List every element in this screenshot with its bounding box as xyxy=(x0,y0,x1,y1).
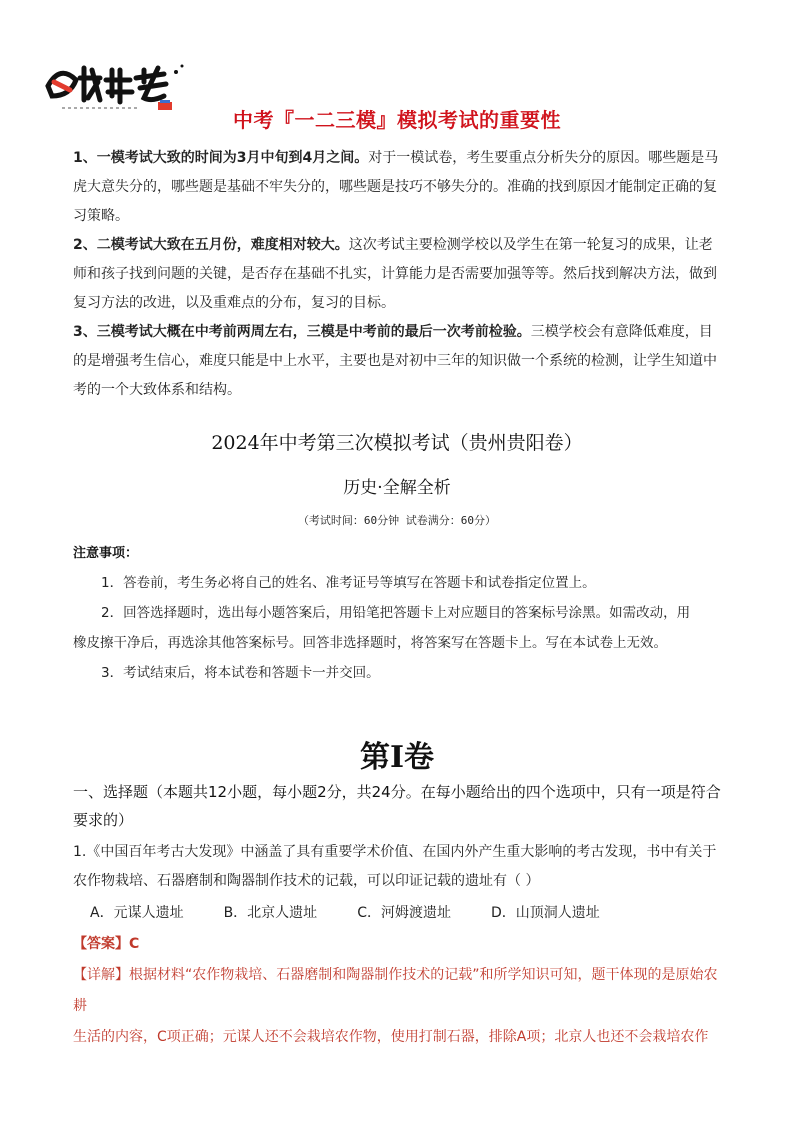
exam-title: 2024年中考第三次模拟考试（贵州贵阳卷） xyxy=(211,432,583,454)
intro-section xyxy=(73,144,723,405)
option-c: C．河姆渡遗址 xyxy=(357,905,451,921)
question-options xyxy=(90,902,600,922)
subject-title: 历史·全解全析 xyxy=(343,478,451,498)
intro-paragraph-lead: 2、二模考试大致在五月份，难度相对较大。 xyxy=(73,237,349,253)
option-d: D．山顶洞人遗址 xyxy=(490,905,600,921)
part-intro: 一、选择题（本题共12小题，每小题2分，共24分。在每小题给出的四个选项中，只有一项是符合要求的） xyxy=(73,783,721,829)
notice-list xyxy=(73,568,725,688)
section-title: 第Ⅰ卷 xyxy=(359,740,435,775)
option-a: A．元谋人遗址 xyxy=(90,905,184,921)
intro-paragraph-lead: 3、三模考试大概在中考前两周左右，三模是中考前的最后一次考前检验。 xyxy=(73,324,531,340)
time-note: （考试时间：60分钟 试卷满分：60分） xyxy=(297,514,497,527)
answer-label: 【答案】C xyxy=(73,936,140,952)
question-stem-line: 1.《中国百年考古大发现》中涵盖了具有重要学术价值、在国内外产生重大影响的考古发现，书中有关于 xyxy=(73,844,717,860)
notice-heading: 注意事项： xyxy=(73,546,139,561)
intro-paragraph xyxy=(73,318,723,405)
intro-paragraph-body: 三模学校会有意降低难度，目的是增强考生信心，难度只能是中上水平，主要也是对初中三年的知识做一个系统的检测，让学生知道中考的一个大致体系和结构。 xyxy=(73,324,717,398)
answer-detail xyxy=(73,960,725,1053)
intro-paragraph xyxy=(73,144,723,231)
intro-paragraph-body: 这次考试主要检测学校以及学生在第一轮复习的成果，让老师和孩子找到问题的关键，是否存在基础不扎实，计算能力是否需要加强等等。然后找到解决方法，做到复习方法的改进，以及重难点的分布，复习的目标。 xyxy=(73,237,717,311)
intro-paragraph-body: 对于一模试卷，考生要重点分析失分的原因。哪些题是马虎大意失分的，哪些题是基础不牢失分的，哪些题是技巧不够失分的。准确的找到原因才能制定正确的复习策略。 xyxy=(73,150,719,224)
question-stem xyxy=(73,838,725,896)
option-b: B．北京人遗址 xyxy=(223,905,318,921)
intro-paragraph-lead: 1、一模考试大致的时间为3月中旬到4月之间。 xyxy=(73,150,369,166)
banner-title: 中考『一二三模』模拟考试的重要性 xyxy=(233,108,561,132)
notice-item: 1．答卷前，考生务必将自己的姓名、准考证号等填写在答题卡和试卷指定位置上。 xyxy=(101,575,596,591)
notice-item: 3．考试结束后，将本试卷和答题卡一并交回。 xyxy=(101,665,380,681)
notice-item-continued: 橡皮擦干净后，再选涂其他答案标号。回答非选择题时，将答案写在答题卡上。写在本试卷上无效。 xyxy=(73,635,667,651)
answer-detail-line: 【详解】根据材料“农作物栽培、石器磨制和陶器制作技术的记载”和所学知识可知，题干体现的是原始农耕 xyxy=(73,967,718,1014)
notice-item: 2．回答选择题时，选出每小题答案后，用铅笔把答题卡上对应题目的答案标号涂黑。如需改动，用 xyxy=(101,605,691,621)
question-stem-line: 农作物栽培、石器磨制和陶器制作技术的记载，可以印证记载的遗址有（ ） xyxy=(73,873,540,889)
intro-paragraph xyxy=(73,231,723,318)
answer-detail-line: 生活的内容，C项正确；元谋人还不会栽培农作物，使用打制石器，排除A项；北京人也还不会栽培农作 xyxy=(73,1029,709,1045)
